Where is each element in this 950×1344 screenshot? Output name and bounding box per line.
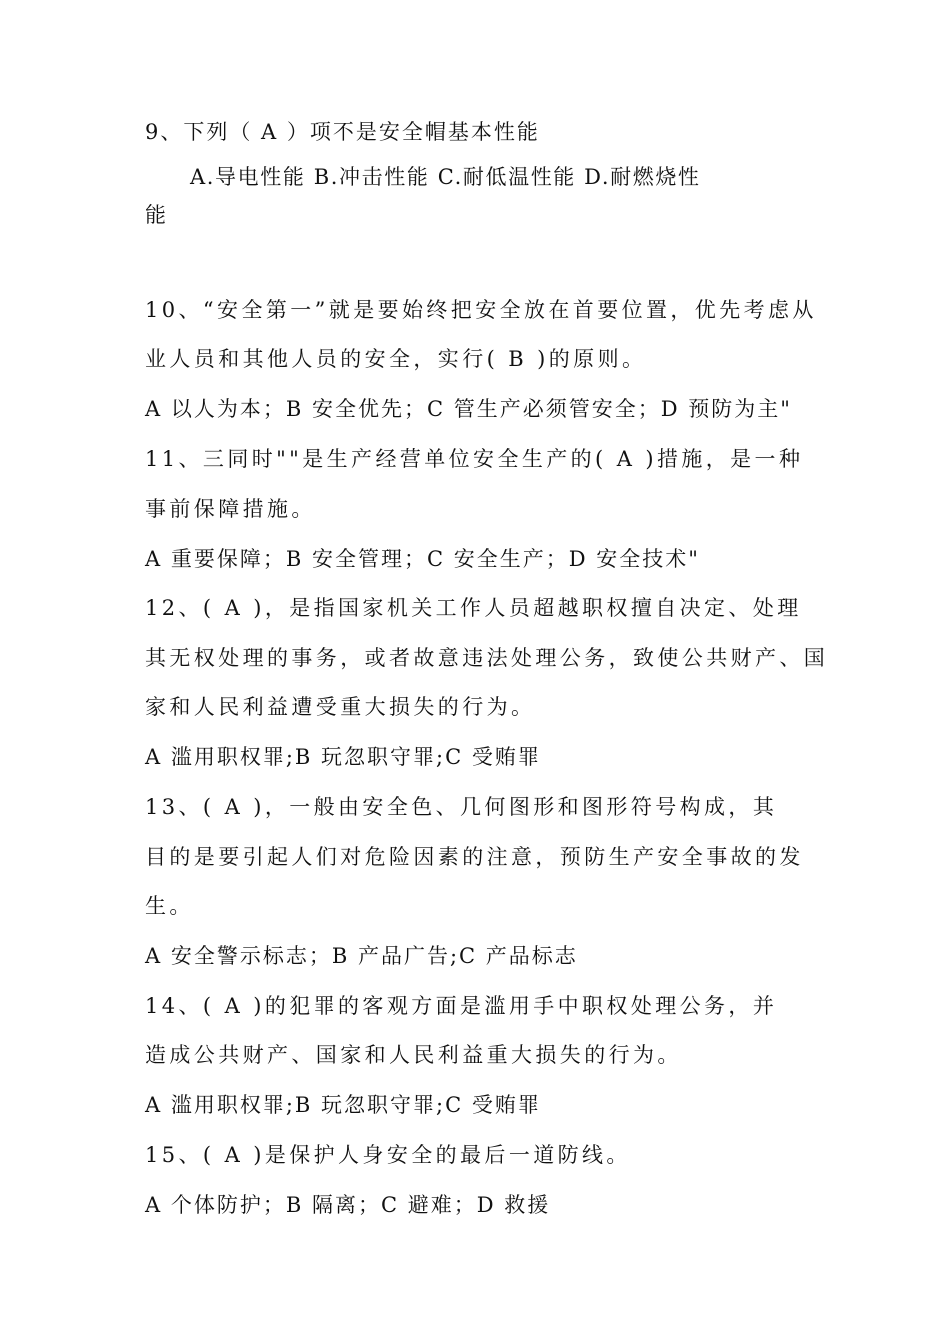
question-13-stem-line-3: 生。: [145, 894, 194, 918]
question-13-options: A 安全警示标志；B 产品广告;C 产品标志: [145, 944, 578, 968]
question-15-options: A 个体防护；B 隔离；C 避难；D 救援: [145, 1193, 551, 1217]
question-9-stem: 9、下列（ A ）项不是安全帽基本性能: [145, 120, 540, 144]
question-10-stem-line-1: 10、“安全第一”就是要始终把安全放在首要位置，优先考虑从: [145, 298, 817, 322]
question-10-stem-line-2: 业人员和其他人员的安全，实行( B )的原则。: [145, 347, 647, 371]
question-12-options: A 滥用职权罪;B 玩忽职守罪;C 受贿罪: [145, 745, 541, 769]
question-13-stem-line-2: 目的是要引起人们对危险因素的注意，预防生产安全事故的发: [145, 845, 804, 869]
question-11-stem-line-1: 11、三同时""是生产经营单位安全生产的( A )措施，是一种: [145, 447, 804, 471]
question-14-stem-line-1: 14、( A )的犯罪的客观方面是滥用手中职权处理公务，并: [145, 994, 778, 1018]
question-10-options: A 以人为本；B 安全优先；C 管生产必须管安全；D 预防为主": [145, 397, 792, 421]
question-14-stem-line-2: 造成公共财产、国家和人民利益重大损失的行为。: [145, 1043, 682, 1067]
question-12-stem-line-1: 12、( A )，是指国家机关工作人员超越职权擅自决定、处理: [145, 596, 802, 620]
question-9-options: A.导电性能 B.冲击性能 C.耐低温性能 D.耐燃烧性: [190, 165, 701, 189]
question-14-options: A 滥用职权罪;B 玩忽职守罪;C 受贿罪: [145, 1093, 541, 1117]
question-13-stem-line-1: 13、( A )，一般由安全色、几何图形和图形符号构成，其: [145, 795, 778, 819]
question-12-stem-line-2: 其无权处理的事务，或者故意违法处理公务，致使公共财产、国: [145, 646, 829, 670]
question-11-options: A 重要保障；B 安全管理；C 安全生产；D 安全技术": [145, 547, 700, 571]
question-9-options-continued: 能: [145, 203, 168, 227]
question-15-stem: 15、( A )是保护人身安全的最后一道防线。: [145, 1143, 631, 1167]
question-11-stem-line-2: 事前保障措施。: [145, 497, 316, 521]
question-12-stem-line-3: 家和人民利益遭受重大损失的行为。: [145, 695, 536, 719]
